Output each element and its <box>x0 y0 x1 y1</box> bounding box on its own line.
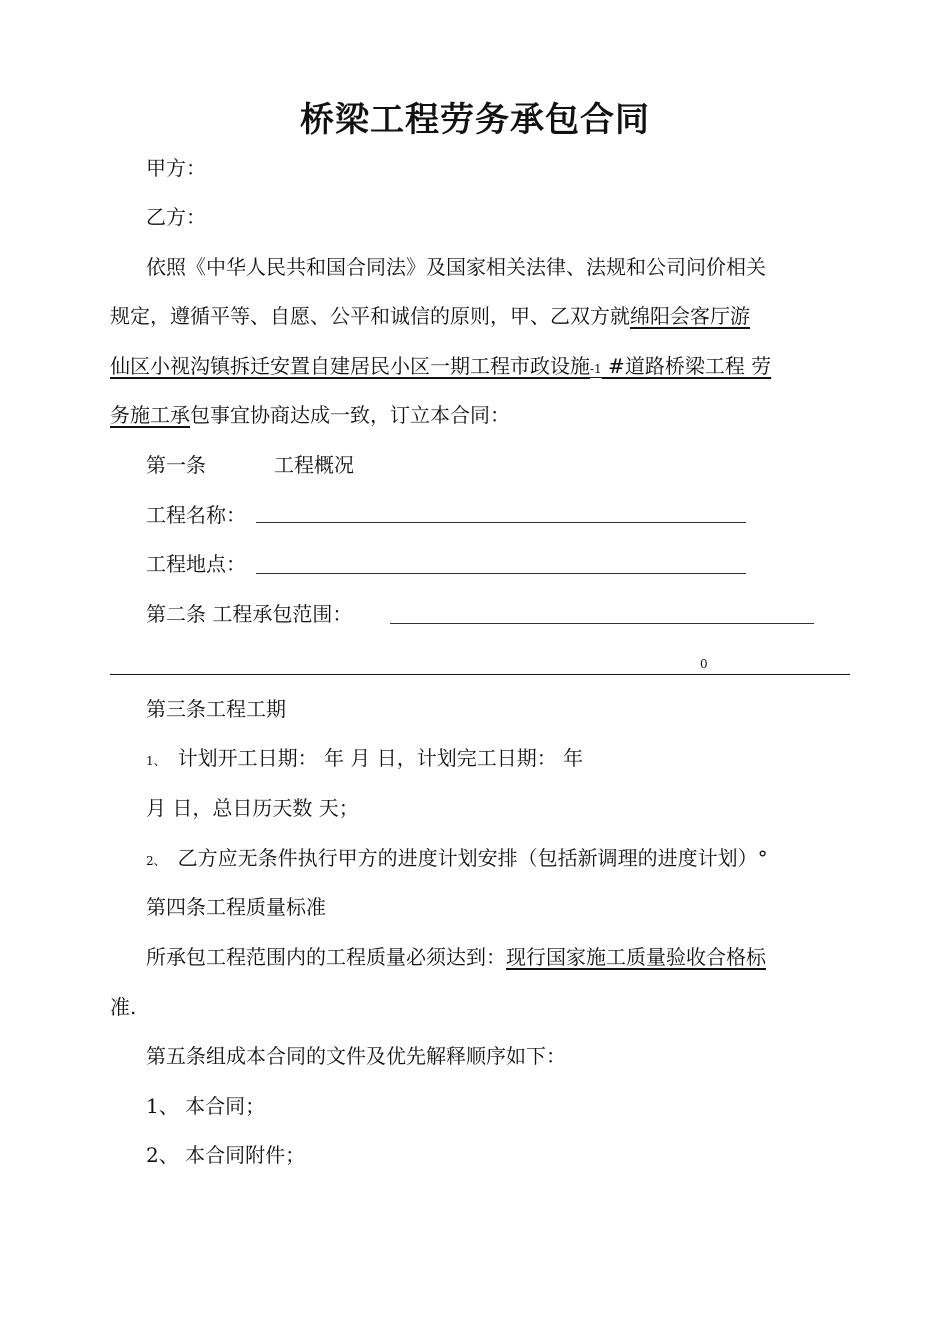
article-4-text-plain: 所承包工程范围内的工程质量必须达到： <box>146 945 506 969</box>
project-site-blank <box>256 573 746 574</box>
intro-line-2 <box>110 303 750 329</box>
scope-blank-line <box>110 674 850 675</box>
intro-line-2-text: 规定，遵循平等、自愿、公平和诚信的原则，甲、乙双方就 <box>110 304 630 328</box>
article-1-heading: 第一条 <box>146 453 206 477</box>
article-4-heading: 第四条工程质量标准 <box>146 895 326 919</box>
quality-standard-underlined: 现行国家施工质量验收合格标 <box>506 945 766 969</box>
project-name-label: 工程名称： <box>146 503 246 527</box>
party-a-label: 甲方： <box>146 156 206 180</box>
zero-mark: 0 <box>700 657 708 671</box>
article-5-heading: 第五条组成本合同的文件及优先解释顺序如下： <box>146 1044 566 1068</box>
article-2-heading: 第二条 工程承包范围： <box>146 602 353 626</box>
article-3-item-2 <box>146 845 768 874</box>
document-title: 桥梁工程劳务承包合同 <box>300 100 650 140</box>
intro-line-4-text: 包事宜协商达成一致，订立本合同： <box>190 403 510 427</box>
article-3-heading: 第三条工程工期 <box>146 697 286 721</box>
project-location-underlined: 绵阳会客厅游 <box>630 304 750 328</box>
party-b-label: 乙方： <box>146 205 206 229</box>
article-3-item-1-cont: 月 日，总日历天数 天； <box>146 796 359 820</box>
article-3-item-1 <box>146 745 583 774</box>
intro-line-4 <box>110 402 510 428</box>
scope-blank <box>390 623 814 624</box>
project-name-subscript: -1 <box>590 362 602 376</box>
item-1-number: 1、 <box>146 754 166 768</box>
project-site-label: 工程地点： <box>146 552 246 576</box>
intro-line-1: 依照《中华人民共和国合同法》及国家相关法律、法规和公司问价相关 <box>146 255 766 279</box>
article-5-item-1: 1、 本合同； <box>146 1094 266 1118</box>
project-name-underlined-b: #道路桥梁工程 劳 <box>601 354 772 378</box>
article-4-text <box>146 944 766 970</box>
article-5-item-2: 2、 本合同附件； <box>146 1143 306 1167</box>
article-4-text-cont: 准. <box>110 995 137 1019</box>
item-1-text: 计划开工日期： 年 月 日，计划完工日期： 年 <box>177 746 584 770</box>
project-name-blank <box>256 522 746 523</box>
project-name-underlined-a: 仙区小视沟镇拆迁安置自建居民小区一期工程市政设施 <box>110 354 590 378</box>
article-1-title: 工程概况 <box>274 453 354 477</box>
item-2-text: 乙方应无条件执行甲方的进度计划安排（包括新调理的进度计划）° <box>177 846 768 870</box>
intro-line-3 <box>110 353 771 382</box>
item-2-number: 2、 <box>146 854 166 868</box>
project-name-underlined-c: 务施工承 <box>110 403 190 427</box>
